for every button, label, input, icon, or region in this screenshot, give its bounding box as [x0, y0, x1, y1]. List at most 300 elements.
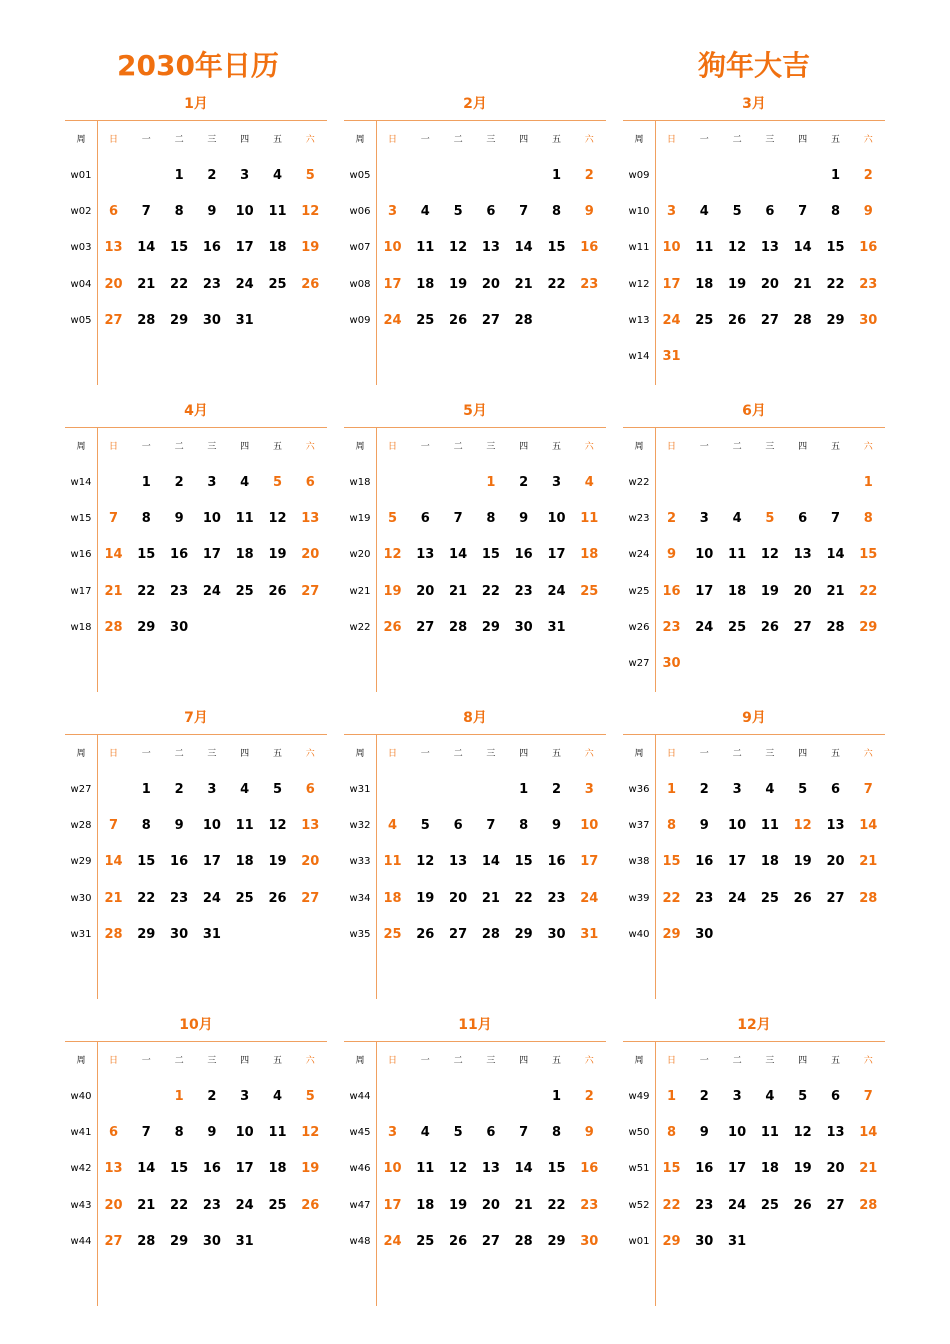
calendar-day: 7	[141, 1125, 151, 1141]
calendar-day: 16	[170, 547, 189, 563]
calendar-day: 13	[301, 511, 320, 527]
week-number: w38	[628, 856, 650, 868]
weekday-header: 日	[387, 442, 397, 452]
week-number: w24	[628, 549, 650, 561]
week-number: w11	[628, 242, 650, 254]
calendar-day: 17	[728, 854, 747, 870]
calendar-day: 18	[760, 854, 779, 870]
weekday-header: 六	[863, 442, 873, 452]
calendar-day: 25	[383, 926, 402, 942]
calendar-day: 20	[301, 547, 320, 563]
calendar-day: 15	[547, 1161, 566, 1177]
calendar-day: 20	[449, 890, 468, 906]
calendar-day: 2	[584, 1089, 594, 1104]
calendar-day: 11	[580, 511, 599, 527]
weekday-header: 五	[830, 749, 840, 759]
calendar-day: 6	[108, 204, 119, 220]
calendar-day: 27	[760, 312, 779, 328]
week-number: w12	[628, 278, 650, 290]
weekday-header: 六	[584, 1056, 594, 1066]
week-number: w40	[70, 1091, 92, 1102]
week-number: w23	[628, 513, 650, 525]
calendar-day: 19	[301, 240, 320, 256]
calendar-day: 10	[695, 547, 714, 563]
calendar-day: 3	[732, 782, 742, 797]
calendar-day: 21	[137, 276, 156, 292]
calendar-day: 11	[235, 511, 254, 527]
calendar-day: 3	[732, 1089, 742, 1104]
calendar-day: 23	[202, 1197, 221, 1213]
calendar-day: 14	[859, 818, 878, 834]
calendar-day: 20	[104, 1197, 123, 1213]
calendar-day: 9	[699, 818, 709, 834]
calendar-day: 14	[104, 547, 123, 563]
calendar-day: 7	[141, 204, 151, 220]
calendar-day: 8	[519, 818, 529, 834]
calendar-day: 9	[519, 511, 529, 527]
calendar-day: 11	[760, 818, 779, 834]
calendar-day: 12	[449, 1161, 468, 1177]
week-number-header: 周	[76, 442, 86, 452]
calendar-day: 18	[235, 854, 254, 870]
calendar-day: 8	[830, 204, 841, 220]
calendar-day: 14	[481, 854, 500, 870]
calendar-day: 25	[760, 1197, 779, 1213]
calendar-day: 1	[666, 782, 677, 797]
month-block	[65, 1015, 327, 1305]
calendar-day: 6	[798, 511, 808, 527]
calendar-day: 6	[305, 782, 315, 797]
weekday-header: 日	[666, 1056, 676, 1066]
calendar-day: 16	[695, 854, 714, 870]
month-title: 9月	[742, 710, 766, 726]
calendar-day: 11	[235, 818, 254, 834]
calendar-day: 16	[170, 854, 189, 870]
weekday-header: 四	[519, 749, 529, 759]
calendar-day: 24	[728, 890, 747, 906]
calendar-day: 30	[170, 926, 189, 942]
calendar-day: 27	[301, 890, 320, 906]
calendar-day: 22	[859, 583, 878, 599]
calendar-day: 15	[137, 547, 156, 563]
calendar-day: 19	[728, 276, 747, 292]
calendar-day: 24	[728, 1197, 747, 1213]
week-number-header: 周	[634, 442, 644, 452]
weekday-header: 三	[486, 135, 496, 145]
calendar-day: 16	[547, 854, 566, 870]
calendar-day: 19	[416, 890, 435, 906]
week-number: w15	[70, 513, 92, 525]
calendar-day: 23	[859, 276, 878, 292]
weekday-header: 六	[305, 442, 315, 452]
calendar-day: 16	[695, 1161, 714, 1177]
calendar-day: 30	[514, 619, 533, 635]
calendar-day: 25	[268, 276, 287, 292]
calendar-day: 5	[732, 204, 742, 220]
weekday-header: 日	[666, 135, 676, 145]
calendar-day: 22	[170, 1197, 189, 1213]
week-number-header: 周	[634, 749, 644, 759]
week-number: w31	[349, 784, 371, 795]
week-number: w40	[628, 928, 650, 940]
calendar-day: 30	[170, 619, 189, 635]
week-number: w20	[349, 549, 371, 561]
calendar-day: 12	[383, 547, 402, 563]
calendar-day: 13	[760, 240, 779, 256]
calendar-day: 20	[760, 276, 779, 292]
calendar-day: 20	[826, 1161, 845, 1177]
calendar-day: 28	[449, 619, 468, 635]
weekday-header: 二	[174, 749, 184, 759]
calendar-day: 11	[695, 240, 714, 256]
calendar-day: 9	[207, 204, 217, 220]
calendar-day: 8	[551, 1125, 562, 1141]
calendar-day: 8	[551, 204, 562, 220]
calendar-day: 7	[486, 818, 496, 834]
calendar-day: 17	[383, 1197, 402, 1213]
calendar-day: 28	[859, 890, 878, 906]
week-number: w51	[628, 1163, 650, 1175]
calendar-day: 5	[387, 511, 398, 527]
calendar-day: 17	[662, 276, 681, 292]
calendar-day: 10	[202, 818, 221, 834]
calendar-day: 3	[584, 782, 594, 797]
weekday-header: 四	[240, 1056, 250, 1066]
calendar-day: 12	[268, 818, 287, 834]
calendar-day: 11	[416, 240, 435, 256]
calendar-day: 17	[580, 854, 599, 870]
calendar-day: 24	[383, 312, 402, 328]
month-block	[344, 708, 606, 998]
calendar-day: 12	[793, 818, 812, 834]
calendar-day: 15	[859, 547, 878, 563]
calendar-day: 12	[268, 511, 287, 527]
calendar-day: 27	[104, 312, 123, 328]
calendar-day: 25	[416, 312, 435, 328]
weekday-header: 一	[141, 749, 151, 759]
calendar-day: 5	[272, 782, 283, 797]
weekday-header: 二	[174, 442, 184, 452]
weekday-header: 日	[387, 135, 397, 145]
weekday-header: 四	[519, 135, 529, 145]
calendar-day: 8	[666, 1125, 677, 1141]
week-number-header: 周	[634, 1056, 644, 1066]
weekday-header: 三	[765, 135, 775, 145]
weekday-header: 六	[305, 749, 315, 759]
calendar-day: 12	[449, 240, 468, 256]
calendar-day: 4	[420, 204, 430, 220]
week-number: w05	[349, 170, 371, 181]
calendar-day: 2	[666, 511, 677, 527]
month-title: 12月	[737, 1017, 771, 1033]
week-number: w17	[70, 585, 92, 597]
calendar-day: 25	[416, 1233, 435, 1249]
week-number-header: 周	[355, 442, 365, 452]
calendar-day: 16	[202, 1161, 221, 1177]
week-number: w36	[628, 784, 650, 795]
calendar-day: 17	[728, 1161, 747, 1177]
calendar-day: 22	[137, 890, 156, 906]
week-number: w31	[70, 928, 92, 940]
calendar-day: 24	[547, 583, 566, 599]
weekday-header: 五	[272, 442, 282, 452]
calendar-day: 30	[662, 656, 681, 671]
calendar-day: 23	[170, 583, 189, 599]
week-number: w46	[349, 1163, 371, 1175]
calendar-day: 12	[728, 240, 747, 256]
weekday-header: 五	[551, 749, 561, 759]
weekday-header: 六	[863, 749, 873, 759]
calendar-day: 21	[514, 1197, 533, 1213]
calendar-day: 17	[235, 1161, 254, 1177]
calendar-day: 20	[416, 583, 435, 599]
month-block	[65, 708, 327, 998]
week-number-header: 周	[634, 135, 644, 145]
calendar-day: 14	[449, 547, 468, 563]
weekday-header: 四	[240, 749, 250, 759]
calendar-day: 14	[793, 240, 812, 256]
calendar-day: 13	[826, 818, 845, 834]
new-year-greeting: 狗年大吉	[698, 49, 811, 82]
calendar-day: 5	[765, 511, 775, 527]
week-number: w50	[628, 1127, 650, 1139]
calendar-day: 30	[202, 1233, 221, 1249]
calendar-day: 4	[420, 1125, 430, 1141]
week-number: w13	[628, 314, 650, 326]
week-number: w33	[349, 856, 371, 868]
week-number: w18	[70, 621, 92, 633]
calendar-day: 9	[584, 204, 594, 220]
calendar-day: 25	[580, 583, 599, 599]
week-number: w01	[70, 170, 92, 181]
calendar-day: 10	[547, 511, 566, 527]
calendar-day: 16	[514, 547, 533, 563]
calendar-day: 25	[728, 619, 747, 635]
calendar-day: 5	[420, 818, 430, 834]
weekday-header: 三	[486, 442, 496, 452]
calendar-day: 23	[695, 1197, 714, 1213]
week-number: w42	[70, 1163, 92, 1175]
calendar-day: 3	[207, 475, 217, 490]
calendar-day: 16	[202, 240, 221, 256]
calendar-day: 8	[174, 1125, 184, 1141]
calendar-day: 1	[174, 168, 184, 183]
calendar-day: 25	[268, 1197, 287, 1213]
calendar-day: 22	[170, 276, 189, 292]
calendar-day: 5	[305, 1089, 315, 1104]
calendar-day: 24	[235, 276, 254, 292]
calendar-day: 11	[383, 854, 402, 870]
calendar-day: 12	[793, 1125, 812, 1141]
calendar-day: 22	[662, 1197, 681, 1213]
calendar-day: 2	[699, 1089, 709, 1104]
calendar-day: 12	[760, 547, 779, 563]
calendar-day: 20	[481, 276, 500, 292]
calendar-day: 23	[580, 276, 599, 292]
month-divider	[623, 1041, 885, 1042]
calendar-day: 6	[486, 204, 496, 220]
calendar-day: 18	[416, 276, 435, 292]
calendar-day: 26	[383, 619, 402, 635]
weekday-header: 四	[798, 135, 808, 145]
weekday-header: 日	[387, 749, 397, 759]
calendar-day: 19	[268, 547, 287, 563]
calendar-day: 21	[859, 1161, 878, 1177]
weekday-header: 一	[420, 442, 430, 452]
calendar-day: 28	[826, 619, 845, 635]
calendar-day: 8	[141, 511, 151, 527]
calendar-day: 7	[519, 1125, 529, 1141]
calendar-day: 14	[859, 1125, 878, 1141]
week-number-header: 周	[76, 135, 86, 145]
calendar-day: 21	[793, 276, 812, 292]
calendar-day: 1	[830, 168, 841, 183]
calendar-day: 28	[137, 1233, 156, 1249]
calendar-day: 7	[798, 204, 808, 220]
week-number-header: 周	[355, 749, 365, 759]
calendar-day: 15	[826, 240, 845, 256]
calendar-day: 27	[416, 619, 435, 635]
calendar-day: 27	[104, 1233, 123, 1249]
month-block	[65, 94, 327, 384]
calendar-day: 17	[547, 547, 566, 563]
calendar-day: 10	[383, 1161, 402, 1177]
week-number: w04	[70, 278, 92, 290]
month-divider	[344, 734, 606, 735]
weekday-header: 一	[420, 135, 430, 145]
weekday-header: 六	[863, 1056, 873, 1066]
calendar-day: 1	[666, 1089, 677, 1104]
calendar-day: 19	[793, 854, 812, 870]
calendar-day: 11	[728, 547, 747, 563]
week-number: w26	[628, 621, 650, 633]
calendar-day: 26	[728, 312, 747, 328]
calendar-day: 27	[301, 583, 320, 599]
calendar-day: 29	[170, 1233, 189, 1249]
week-number: w25	[628, 585, 650, 597]
weekday-header: 四	[798, 749, 808, 759]
calendar-day: 6	[765, 204, 775, 220]
weekday-header: 六	[305, 135, 315, 145]
calendar-day: 6	[453, 818, 463, 834]
calendar-day: 24	[202, 890, 221, 906]
calendar-day: 18	[235, 547, 254, 563]
weekday-header: 三	[207, 442, 217, 452]
calendar-day: 25	[695, 312, 714, 328]
calendar-day: 4	[699, 204, 709, 220]
calendar-day: 11	[416, 1161, 435, 1177]
weekday-header: 五	[272, 135, 282, 145]
week-number: w02	[70, 206, 92, 218]
weekday-header: 三	[207, 749, 217, 759]
calendar-day: 7	[830, 511, 841, 527]
weekday-header: 一	[699, 749, 709, 759]
weekday-header: 日	[108, 749, 118, 759]
week-number-header: 周	[76, 1056, 86, 1066]
month-block	[623, 94, 885, 384]
weekday-header: 四	[798, 1056, 808, 1066]
calendar-day: 22	[826, 276, 845, 292]
week-number: w01	[628, 1235, 650, 1247]
calendar-day: 9	[207, 1125, 217, 1141]
month-title: 4月	[184, 403, 208, 419]
calendar-day: 29	[662, 926, 681, 942]
calendar-day: 14	[137, 1161, 156, 1177]
calendar-day: 1	[174, 1089, 184, 1104]
calendar-day: 20	[793, 583, 812, 599]
calendar-day: 30	[580, 1233, 599, 1249]
calendar-day: 20	[104, 276, 123, 292]
calendar-day: 26	[793, 890, 812, 906]
week-number: w08	[349, 278, 371, 290]
week-number: w27	[628, 658, 650, 669]
week-number: w47	[349, 1199, 371, 1211]
calendar-day: 29	[662, 1233, 681, 1249]
week-number: w19	[349, 513, 371, 525]
month-block	[65, 401, 327, 691]
calendar-day: 25	[760, 890, 779, 906]
week-number: w32	[349, 820, 371, 832]
calendar-day: 13	[481, 1161, 500, 1177]
calendar-day: 19	[760, 583, 779, 599]
calendar-day: 26	[416, 926, 435, 942]
weekday-header: 一	[699, 1056, 709, 1066]
calendar-day: 20	[826, 854, 845, 870]
calendar-day: 11	[760, 1125, 779, 1141]
week-number: w37	[628, 820, 650, 832]
weekday-header: 五	[830, 1056, 840, 1066]
calendar-day: 26	[793, 1197, 812, 1213]
month-divider	[344, 120, 606, 121]
calendar-day: 29	[137, 619, 156, 635]
weekday-header: 二	[732, 442, 742, 452]
weekday-header: 一	[420, 749, 430, 759]
calendar-day: 15	[170, 240, 189, 256]
calendar-day: 13	[793, 547, 812, 563]
calendar-day: 16	[662, 583, 681, 599]
calendar-day: 15	[481, 547, 500, 563]
calendar-day: 3	[207, 782, 217, 797]
calendar-day: 22	[662, 890, 681, 906]
calendar-day: 18	[695, 276, 714, 292]
month-title: 11月	[458, 1017, 492, 1033]
calendar-day: 4	[584, 475, 594, 490]
weekday-header: 四	[798, 442, 808, 452]
weekday-header: 四	[240, 135, 250, 145]
calendar-day: 1	[141, 782, 151, 797]
calendar-day: 14	[514, 240, 533, 256]
calendar-day: 18	[728, 583, 747, 599]
calendar-day: 8	[174, 204, 184, 220]
weekday-header: 二	[453, 442, 463, 452]
calendar-day: 7	[108, 818, 119, 834]
calendar-day: 21	[859, 854, 878, 870]
month-block	[623, 401, 885, 691]
calendar-day: 23	[170, 890, 189, 906]
calendar-day: 29	[137, 926, 156, 942]
calendar-day: 1	[486, 475, 496, 490]
calendar-day: 10	[662, 240, 681, 256]
calendar-day: 31	[547, 619, 566, 635]
week-number-header: 周	[355, 1056, 365, 1066]
calendar-day: 18	[416, 1197, 435, 1213]
calendar-day: 23	[580, 1197, 599, 1213]
week-number: w09	[628, 170, 650, 181]
calendar-day: 28	[514, 1233, 533, 1249]
weekday-header: 六	[305, 1056, 315, 1066]
calendar-day: 27	[449, 926, 468, 942]
calendar-day: 10	[235, 204, 254, 220]
